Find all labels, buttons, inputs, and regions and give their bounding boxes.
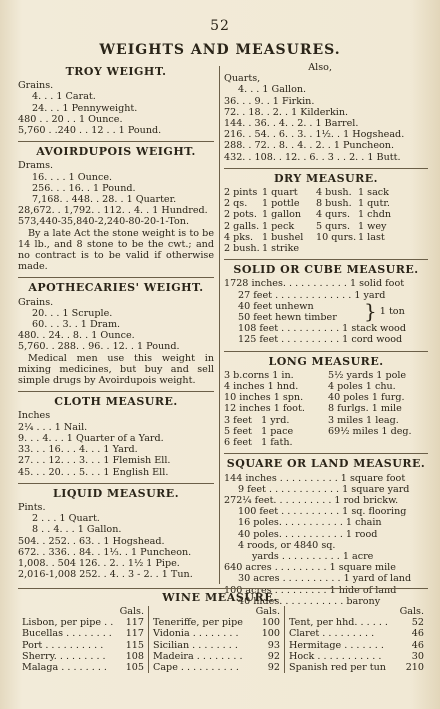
dry-cell: 1 chdn (358, 209, 392, 221)
wine-name: Tent, per hhd. . . . . . (289, 617, 388, 629)
section-rule (224, 259, 428, 260)
avoirdupois-unit-header: Drams. (18, 160, 54, 172)
apothecaries-title: APOTHECARIES' WEIGHT. (28, 281, 204, 295)
wine-row (289, 628, 424, 639)
wine-row (153, 651, 280, 662)
wine-gals: 100 (261, 617, 280, 629)
liquid-title: LIQUID MEASURE. (52, 486, 180, 500)
wine-gals: 93 (267, 639, 280, 651)
troy-line: 5,760 . .240 . . 12 . . 1 Pound. (18, 125, 162, 137)
liquid-line: 2,016-1,008 252. . 4. . 3 - 2. . 1 Tun. (18, 569, 193, 581)
land-line: 9 feet . . . . . . . . . . . . 1 square yard (238, 483, 410, 495)
liquid-also-line: 216. . 54. . 6. . 3. . 1½. . 1 Hogshead. (224, 129, 405, 141)
section-rule (224, 453, 428, 454)
wine-name: Hermitage . . . . . . . (289, 639, 384, 651)
dry-cell: 2 galls. (224, 220, 260, 232)
wine-row (22, 640, 144, 651)
dry-cell: 1 bushel (262, 231, 304, 243)
cloth-line: 2¼ . . . 1 Nail. (18, 421, 88, 433)
land-line: 144 inches . . . . . . . . . . 1 square foot (224, 472, 406, 484)
liquid-also-line: 144. . 36. . 4. . 2. . 1 Barrel. (224, 118, 359, 130)
wine-gals: 30 (411, 650, 424, 662)
dry-cell: 1 quart (262, 187, 298, 199)
apothecaries-line: 20. . . 1 Scruple. (32, 307, 113, 319)
wine-name: Vidonia . . . . . . . . (153, 628, 239, 640)
section-rule (224, 351, 428, 352)
section-rule (18, 391, 214, 392)
liquid-also-line: 72. . 18. . 2. . 1 Kilderkin. (224, 106, 349, 118)
wine-gals-header: Gals. (399, 606, 424, 617)
wine-column (148, 606, 284, 673)
dry-cell: 8 bush. (316, 198, 352, 210)
wine-row (289, 651, 424, 662)
avoirdupois-title: AVOIRDUPOIS WEIGHT. (36, 145, 196, 159)
liquid-line: 8 . . 4. . . 1 Gallon. (32, 524, 122, 536)
wine-row (153, 662, 280, 673)
dry-cell: 2 pots. (224, 209, 257, 221)
troy-title: TROY WEIGHT. (65, 65, 167, 78)
section-rule (18, 588, 428, 589)
cloth-unit-header: Inches (18, 410, 51, 422)
wine-name: Hock . . . . . . . . . . . (289, 650, 382, 662)
long-cell (328, 437, 428, 448)
wine-gals: 115 (125, 639, 144, 651)
troy-line: 4. . . 1 Carat. (32, 91, 96, 103)
wine-name: Sicilian . . . . . . . . (153, 639, 238, 651)
solid-line: 108 feet . . . . . . . . . . 1 stack wood (238, 323, 406, 335)
cloth-title: CLOTH MEASURE. (54, 395, 178, 409)
dry-cell: 1 last (358, 231, 385, 243)
long-cell: 5½ yards 1 pole (328, 369, 407, 381)
long-row (224, 370, 428, 381)
dry-cell: 1 sack (358, 187, 389, 199)
wine-gals: 108 (125, 650, 144, 662)
wine-gals: 105 (125, 662, 144, 674)
wine-row (22, 628, 144, 639)
solid-title: SOLID OR CUBE MEASURE. (233, 263, 419, 277)
avoirdupois-line: 256. . . 16. . 1 Pound. (32, 182, 136, 194)
dry-cell (358, 243, 418, 254)
wine-row (289, 617, 424, 628)
land-line: 100 feet . . . . . . . . . . 1 sq. flooring (238, 506, 407, 518)
right-column (224, 62, 428, 607)
dry-cell: 1 wey (358, 220, 387, 232)
long-cell: 3 b.corns 1 in. (224, 369, 294, 381)
land-line: 40 hides. . . . . . . . . . . barony (238, 595, 381, 607)
section-rule (18, 483, 214, 484)
dry-title: DRY MEASURE. (273, 171, 378, 185)
dry-cell: 1 qutr. (358, 198, 390, 210)
wine-gals: 117 (125, 617, 144, 629)
land-line: 640 acres . . . . . . . . . 1 square mile (224, 562, 396, 574)
wine-gals: 92 (267, 650, 280, 662)
wine-row (22, 651, 144, 662)
long-row (224, 437, 428, 448)
dry-cell: 2 qs. (224, 198, 248, 210)
land-line: 40 poles. . . . . . . . . . . 1 rood (238, 528, 378, 540)
long-cell: 4 inches 1 hnd. (224, 381, 299, 393)
dry-cell: 1 peck (262, 220, 295, 232)
wine-name: Port . . . . . . . . . . (22, 639, 104, 651)
apothecaries-line: 60. . . 3. . 1 Dram. (32, 319, 121, 331)
liquid-line: 504. . 252. . 63. . 1 Hogshead. (18, 535, 165, 547)
main-title: WEIGHTS AND MEASURES. (99, 42, 341, 58)
dry-cell: 2 pints (224, 187, 258, 199)
long-cell: 8 furlgs. 1 mile (328, 403, 402, 415)
dry-cell: 4 qurs. (316, 209, 351, 221)
long-cell: 3 miles 1 leag. (328, 414, 399, 426)
long-cell: 10 inches 1 spn. (224, 392, 304, 404)
liquid-line: 672. . 336. . 84. . 1⅓. . 1 Puncheon. (18, 546, 192, 558)
section-rule (18, 277, 214, 278)
liquid-also-header: Quarts, (224, 73, 261, 85)
wine-column (284, 606, 428, 673)
wine-row (153, 640, 280, 651)
wine-row (289, 640, 424, 651)
wine-row (22, 662, 144, 673)
long-cell: 3 feet 1 yrd. (224, 414, 290, 426)
cloth-line: 45. . . 20. . . 5. . . 1 English Ell. (18, 466, 169, 478)
long-cell: 40 poles 1 furg. (328, 392, 405, 404)
troy-unit-header: Grains. (18, 80, 54, 92)
wine-name: Malaga . . . . . . . . (22, 662, 107, 674)
wine-title: WINE MEASURE. (162, 591, 278, 604)
wine-name: Madeira . . . . . . . . (153, 650, 243, 662)
liquid-also-line: 432. . 108. . 12. . 6. . 3 . . 2. . 1 Butt. (224, 151, 401, 163)
apothecaries-line: 480. . 24. . 8. . 1 Ounce. (18, 330, 135, 342)
wine-gals: 117 (125, 628, 144, 640)
solid-ton-line: 50 feet hewn timber (238, 312, 337, 324)
wine-row (153, 617, 280, 628)
liquid-unit-header: Pints. (18, 501, 46, 513)
apothecaries-unit-header: Grains. (18, 296, 54, 308)
long-row (224, 392, 428, 403)
long-cell: 5 feet 1 pace (224, 425, 294, 437)
cloth-line: 33. . . 16. . . 4. . . 1 Yard. (18, 444, 138, 456)
dry-cell: 1 strike (262, 243, 300, 255)
liquid-line: 1,008. . 504 126. . 2. . 1½ 1 Pipe. (18, 557, 180, 569)
dry-cell: 4 bush. (316, 187, 352, 199)
wine-name: Bucellas . . . . . . . . (22, 628, 112, 640)
dry-cell: 2 bush. (224, 243, 260, 255)
solid-ton-line: 40 feet unhewn (238, 300, 314, 312)
long-row (224, 426, 428, 437)
solid-line: 125 feet . . . . . . . . . . 1 cord wood (238, 334, 403, 346)
column-divider (219, 66, 220, 584)
solid-ton-label: } 1 ton (364, 299, 405, 324)
wine-gals-header: Gals. (119, 606, 144, 617)
wine-row (289, 662, 424, 673)
liquid-line: 2 . . . 1 Quart. (32, 513, 100, 525)
land-line: yards . . . . . . . . . . 1 acre (252, 550, 374, 562)
wine-row (153, 628, 280, 639)
solid-line: 27 feet . . . . . . . . . . . . . 1 yard (238, 289, 386, 301)
wine-name: Claret . . . . . . . . . (289, 628, 375, 640)
dry-cell: 1 gallon (262, 209, 302, 221)
wine-table (18, 606, 428, 673)
dry-cell: 5 qurs. (316, 220, 351, 232)
avoirdupois-note: By a late Act the stone weight is to be 14 lb., and 8 stone to be the cwt.; and no contract is to be valid if otherwise made. (18, 227, 214, 273)
section-rule (18, 141, 214, 142)
land-line: 30 acres . . . . . . . . . . 1 yard of land (238, 573, 412, 585)
troy-line: 480 . . 20 . . 1 Ounce. (18, 113, 123, 125)
wine-name: Sherry. . . . . . . . . (22, 650, 106, 662)
long-row (224, 415, 428, 426)
wine-gals: 92 (267, 662, 280, 674)
avoirdupois-line: 28,672. . 1,792. . 112. . 4. . 1 Hundred. (18, 205, 208, 217)
dry-cell: 4 pks. (224, 231, 254, 243)
wine-name: Cape . . . . . . . . . . (153, 662, 239, 674)
liquid-also-line: 36. . . 9. . 1 Firkin. (224, 95, 315, 107)
wine-column (18, 606, 148, 673)
dry-cell: 1 pottle (262, 198, 300, 210)
solid-ton-group (224, 301, 428, 323)
long-row (224, 381, 428, 392)
wine-gals: 100 (261, 628, 280, 640)
solid-line: 1728 inches. . . . . . . . . . . 1 solid foot (224, 278, 405, 290)
long-cell: 12 inches 1 foot. (224, 403, 305, 415)
long-title: LONG MEASURE. (268, 354, 384, 368)
liquid-also-line: 288. . 72. . 8. . 4. . 2. . 1 Puncheon. (224, 140, 395, 152)
dry-table (224, 187, 428, 254)
cloth-line: 9. . . 4. . . 1 Quarter of a Yard. (18, 432, 164, 444)
wine-name: Spanish red per tun (289, 662, 386, 674)
avoirdupois-line: 16. . . . 1 Ounce. (32, 171, 113, 183)
liquid-also-label: Also, (308, 62, 332, 73)
wine-gals-header: Gals. (255, 606, 280, 617)
page-number: 52 (210, 18, 230, 34)
apothecaries-line: 5,760. . 288. . 96. . 12. . 1 Pound. (18, 341, 180, 353)
apothecaries-note: Medical men use this weight in mixing medicines, but buy and sell simple drugs by Avoirdupois weight. (18, 352, 214, 387)
land-line: 100 acres . . . . . . . . . 1 hide of land (224, 584, 397, 596)
solid-ton-lines (224, 301, 364, 323)
wine-name: Lisbon, per pipe . . (22, 617, 114, 629)
avoirdupois-line: 573,440-35,840-2,240-80-20-1-Ton. (18, 216, 189, 228)
wine-gals: 210 (405, 662, 424, 674)
liquid-also-line: 4. . . 1 Gallon. (238, 84, 307, 96)
long-row (224, 403, 428, 414)
troy-line: 24. . . 1 Pennyweight. (32, 102, 138, 114)
wine-gals: 46 (411, 628, 424, 640)
long-cell: 6 feet 1 fath. (224, 437, 293, 449)
left-column (18, 62, 214, 580)
long-cell: 4 poles 1 chu. (328, 381, 396, 393)
cloth-line: 27. . . 12. . . 3. . . 1 Flemish Ell. (18, 455, 171, 467)
brace-icon: } (364, 299, 377, 324)
land-title: SQUARE OR LAND MEASURE. (226, 457, 426, 471)
dry-cell: 10 qurs. (316, 231, 357, 243)
wine-row (22, 617, 144, 628)
long-cell: 69½ miles 1 deg. (328, 425, 412, 437)
land-line: 272¼ feet. . . . . . . . . . 1 rod brickw. (224, 494, 399, 506)
dry-cell (316, 243, 358, 254)
wine-name: Teneriffe, per pipe (153, 617, 243, 629)
avoirdupois-line: 7,168. . 448. . 28. . 1 Quarter. (32, 194, 177, 206)
land-line: 4 roods, or 4840 sq. (238, 539, 336, 551)
section-rule (224, 168, 428, 169)
land-line: 16 poles. . . . . . . . . . . 1 chain (238, 517, 382, 529)
wine-gals: 52 (411, 617, 424, 629)
wine-gals: 46 (411, 639, 424, 651)
